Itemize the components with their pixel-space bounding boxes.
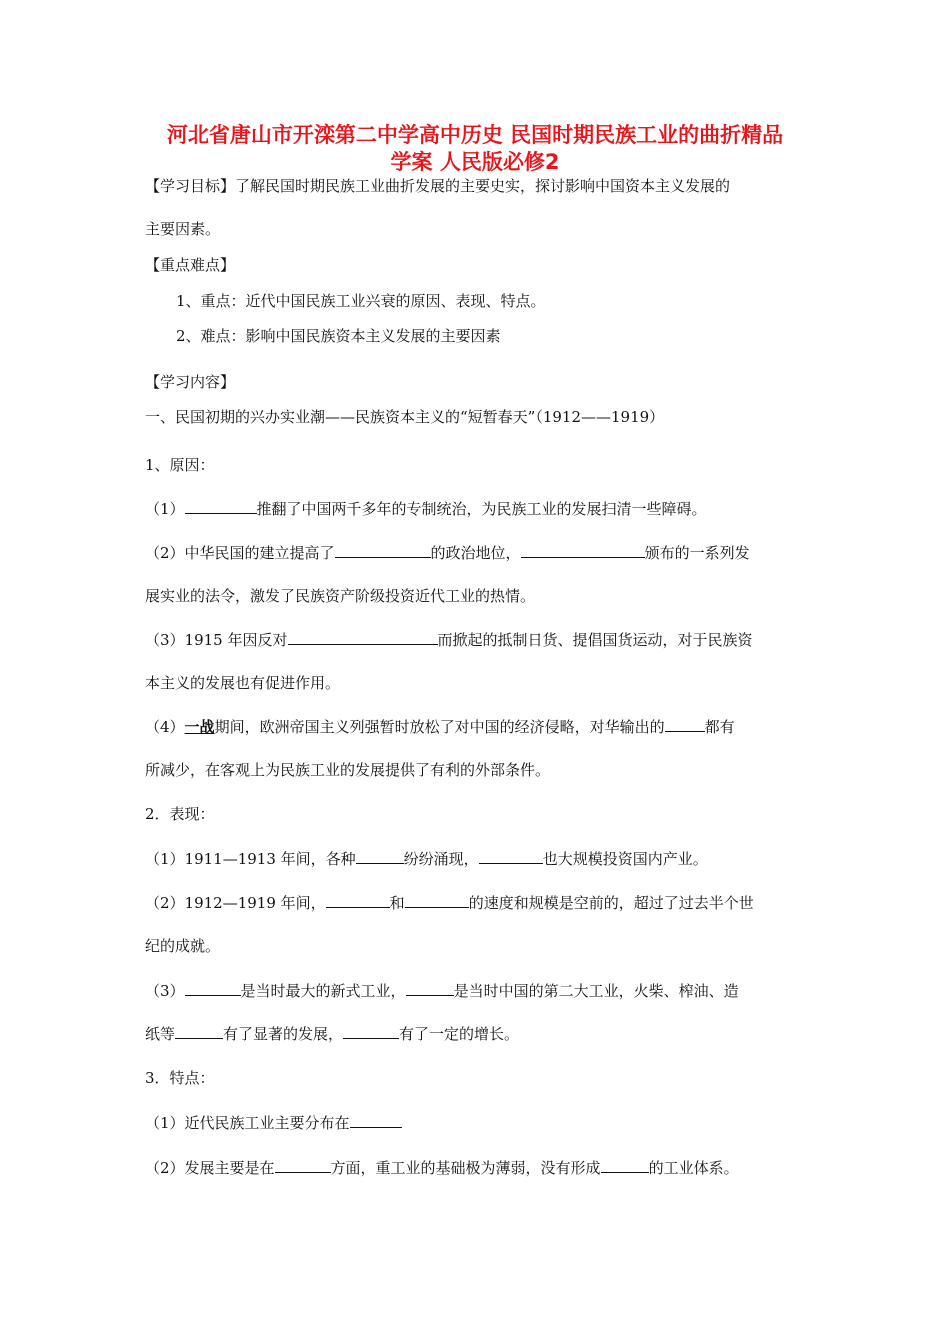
- reason-2-mid: 的政治地位，: [430, 544, 521, 562]
- manifest-3-text-b: 是当时中国的第二大工业，火柴、榨油、造: [453, 982, 739, 1000]
- feature-2-prefix: （2）发展主要是在: [145, 1159, 275, 1177]
- reason-4: [145, 717, 805, 737]
- title-line-1: 河北省唐山市开滦第二中学高中历史 民国时期民族工业的曲折精品: [166, 123, 784, 147]
- fill-blank[interactable]: [175, 1024, 223, 1039]
- reason-3-prefix: （3）1915 年因反对: [145, 631, 288, 649]
- reason-2-cont: 展实业的法令，激发了民族资产阶级投资近代工业的热情。: [145, 587, 536, 605]
- fill-blank[interactable]: [405, 893, 469, 908]
- reason-1-prefix: （1）: [145, 500, 185, 518]
- reason-3-text: 而掀起的抵制日货、提倡国货运动，对于民族资: [437, 631, 753, 649]
- fill-blank[interactable]: [335, 543, 431, 558]
- fill-blank[interactable]: [185, 499, 257, 514]
- fill-blank[interactable]: [326, 893, 390, 908]
- reason-2-prefix: （2）中华民国的建立提高了: [145, 544, 335, 562]
- manifest-3-prefix: （3）: [145, 982, 185, 1000]
- features-heading: 3．特点：: [145, 1069, 215, 1087]
- manifest-2-prefix: （2）1912—1919 年间，: [145, 894, 326, 912]
- manifest-2-text: 的速度和规模是空前的，超过了过去半个世: [468, 894, 754, 912]
- reason-4-text: 期间，欧洲帝国主义列强暂时放松了对中国的经济侵略，对华输出的: [214, 718, 665, 736]
- manifest-2-mid: 和: [389, 894, 405, 912]
- manifest-1-prefix: （1）1911—1913 年间，各种: [145, 850, 356, 868]
- manifest-1-mid: 纷纷涌现，: [403, 850, 479, 868]
- manifest-3-cont: [145, 1024, 805, 1044]
- feature-1-text: （1）近代民族工业主要分布在: [145, 1114, 350, 1132]
- fill-blank[interactable]: [343, 1024, 399, 1039]
- fill-blank[interactable]: [185, 981, 241, 996]
- title-line-2: 学案 人民版必修2: [390, 150, 560, 174]
- manifest-2: [145, 893, 805, 913]
- reason-1: [145, 499, 805, 519]
- reason-4-tail: 都有: [704, 718, 735, 736]
- reason-1-text: 推翻了中国两千多年的专制统治，为民族工业的发展扫清一些障碍。: [256, 500, 707, 518]
- manifest-3-text-d: 有了显著的发展，: [223, 1025, 344, 1043]
- fill-blank[interactable]: [406, 981, 454, 996]
- learning-goal: [145, 176, 805, 196]
- reason-4-prefix: （4）: [145, 718, 185, 736]
- manifest-3-text-e: 有了一定的增长。: [399, 1025, 520, 1043]
- focus-item-1: 1、重点：近代中国民族工业兴衰的原因、表现、特点。: [176, 292, 546, 310]
- fill-blank[interactable]: [479, 849, 543, 864]
- manifest-3: [145, 981, 805, 1001]
- manifest-1: [145, 849, 805, 869]
- reason-3-cont: 本主义的发展也有促进作用。: [145, 674, 341, 692]
- manifest-1-text: 也大规模投资国内产业。: [542, 850, 708, 868]
- reasons-heading: 1、原因：: [145, 456, 215, 474]
- fill-blank[interactable]: [275, 1158, 331, 1173]
- reason-3: [145, 630, 805, 650]
- content-label: 【学习内容】: [145, 373, 236, 391]
- reason-2-text: 颁布的一系列发: [644, 544, 750, 562]
- fill-blank[interactable]: [521, 543, 645, 558]
- reason-4-cont: 所减少，在客观上为民族工业的发展提供了有利的外部条件。: [145, 761, 551, 779]
- fill-blank[interactable]: [665, 717, 705, 732]
- feature-2-mid: 方面，重工业的基础极为薄弱，没有形成: [330, 1159, 601, 1177]
- focus-item-2: 2、难点：影响中国民族资本主义发展的主要因素: [176, 327, 501, 345]
- manifest-heading: 2．表现：: [145, 805, 215, 823]
- reason-2: [145, 543, 805, 563]
- section-1-heading: 一、民国初期的兴办实业潮——民族资本主义的“短暂春天”（1912——1919）: [145, 408, 665, 426]
- fill-blank[interactable]: [356, 849, 404, 864]
- learning-goal-label: 【学习目标】: [145, 177, 236, 195]
- manifest-3-text-c: 纸等: [145, 1025, 176, 1043]
- document-title: [0, 122, 950, 176]
- feature-2-text: 的工业体系。: [648, 1159, 739, 1177]
- focus-label: 【重点难点】: [145, 256, 236, 274]
- learning-goal-cont: 主要因素。: [145, 220, 221, 238]
- fill-blank[interactable]: [350, 1113, 402, 1128]
- reason-4-underlined: 一战: [184, 718, 215, 736]
- manifest-2-cont: 纪的成就。: [145, 937, 221, 955]
- feature-1: [145, 1113, 805, 1133]
- feature-2: [145, 1158, 805, 1178]
- manifest-3-text-a: 是当时最大的新式工业，: [240, 982, 406, 1000]
- learning-goal-text: 了解民国时期民族工业曲折发展的主要史实，探讨影响中国资本主义发展的: [235, 177, 731, 195]
- fill-blank[interactable]: [601, 1158, 649, 1173]
- fill-blank[interactable]: [288, 630, 438, 645]
